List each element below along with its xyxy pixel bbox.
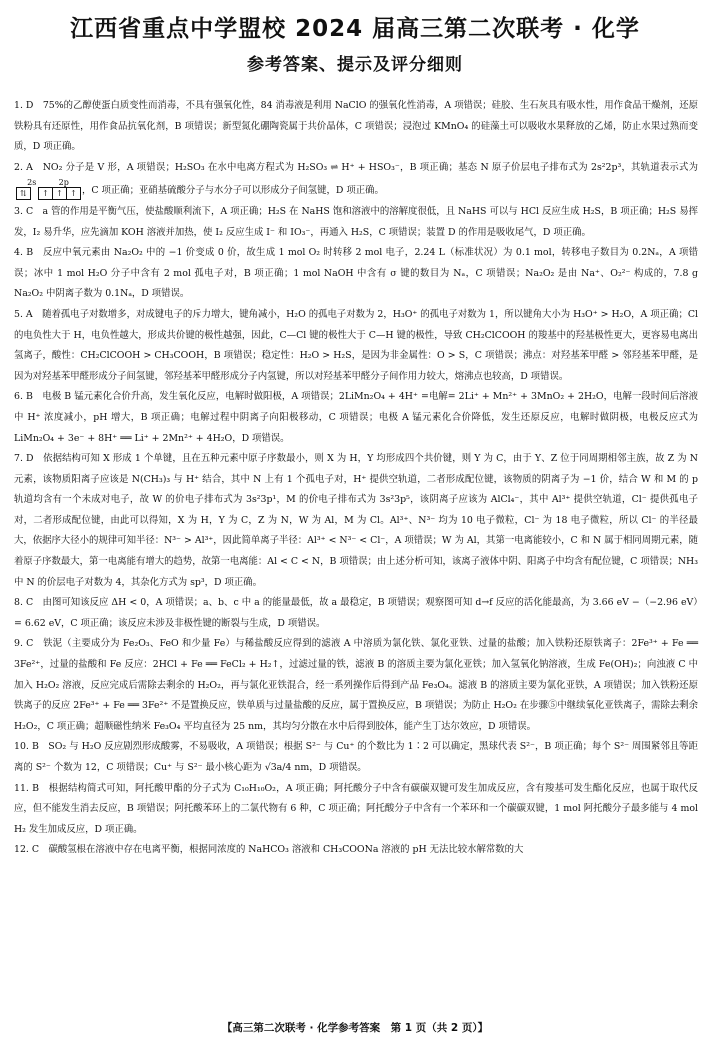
page-footer: 【高三第二次联考 · 化学参考答案 第 1 页（共 2 页）】	[221, 1022, 489, 1034]
answer-item-7: 7. D 依据结构可知 X 形成 1 个单键，且在五种元素中原子序数最小，则 X 为 H，Y 均形成四个共价键，则 Y 为 C，由于 Y、Z 位于同周期相邻主族，故 Z 为 N 元素，该物质阳离子应该是 N(CH₃)₃ 与 H⁺ 结合，其中 N 上有 1 个孤电子对，H⁺ 提供空轨道，二者形成配位键，该物质的阴离子为 −1 价，结合 W 和 M 的 p 轨道均含有一个未成对电子，故 W 的价电子排布式为 3s²3p¹，M 的价电子排布式为 3s²3p⁵，该阴离子应该为 AlCl₄⁻，其中 Al³⁺ 提供空轨道，Cl⁻ 提供孤电子对，二者形成配位键，由此可以得知，X 为 H，Y 为 C，Z 为 N，W 为 Al，M 为 Cl。Al³⁺、N³⁻ 均为 10 电子微粒，Cl⁻ 为 18 电子微粒，所以 Cl⁻ 的半径最大，依据序大径小的规律可知半径：N³⁻ > Al³⁺，因此简单离子半径：Al³⁺ < N³⁻ < Cl⁻，A 项错误；W 为 Al，其第一电离能较小，C 和 N 属于相同周期元素，随着原子序数最大，第一电离能有增大的趋势，故第一电离能：Al < C < N，B 项错误；由上述分析可知，该离子液体中阴、阳离子中均含有配位键，C 项错误；NH₃ 中 N 的价层电子对数为 4，其杂化方式为 sp³，D 项正确。	[14, 453, 698, 588]
page-title: 江西省重点中学盟校 2024 届高三第二次联考 · 化学	[70, 16, 640, 42]
answer-item-4: 4. B 反应中氧元素由 Na₂O₂ 中的 −1 价变成 0 价，故生成 1 mol O₂ 时转移 2 mol 电子，2.24 L（标准状况）为 0.1 mol，转移电子数目为 0.2Nₐ，A 项错误；冰中 1 mol H₂O 分子中含有 2 mol 孤电子对，B 项正确；1 mol NaOH 中含有 σ 键的数目为 Nₐ，C 项错误；Na₂O₂ 是由 Na⁺、O₂²⁻ 构成的，7.8 g Na₂O₂ 中阴离子数为 0.1Nₐ，D 项错误。	[14, 247, 698, 300]
answer-item-2-part-b: ，C 项正确；亚硝基硫酸分子与水分子可以形成分子间氢键，D 项正确。	[82, 185, 384, 197]
orbital-diagram	[16, 178, 80, 200]
answer-item-1: 1. D 75%的乙醇使蛋白质变性而消毒，不具有强氧化性，84 消毒液是利用 NaClO 的强氧化性消毒，A 项错误；硅胶、生石灰具有吸水性，用作食品干燥剂，还原铁粉具有还原性，用作食品抗氧化剂，B 项错误；新型氮化硼陶瓷属于共价晶体，C 项错误；浸泡过 KMnO₄ 的硅藻土可以吸收水果释放的乙烯，防止水果过熟而变质，D 项正确。	[14, 100, 698, 153]
answer-item-11: 11. B 根据结构简式可知，阿托酸甲酯的分子式为 C₁₀H₁₀O₂，A 项正确；阿托酸分子中含有碳碳双键可发生加成反应，含有羧基可发生酯化反应，也属于取代反应，但不能发生消去反应，B 项错误；阿托酸苯环上的二氯代物有 6 种，C 项正确；阿托酸分子中含有一个苯环和一个碳碳双键，1 mol 阿托酸分子最多能与 4 mol H₂ 发生加成反应，D 项正确。	[14, 782, 698, 835]
orbital-p-box-3: ↑	[66, 187, 81, 200]
answer-item-6: 6. B 电极 B 锰元素化合价升高，发生氧化反应，电解时做阳极，A 项错误；2LiMn₂O₄ + 4H⁺ =电解= 2Li⁺ + Mn²⁺ + 3MnO₂ + 2H₂O，电解一段时间后溶液中 H⁺ 浓度减小，pH 增大，B 项正确；电解过程中阴离子向阳极移动，C 项错误；电极 A 锰元素化合价降低，发生还原反应，电解时做阴极，电极反应式为 LiMn₂O₄ + 3e⁻ + 8H⁺ ══ Li⁺ + 2Mn²⁺ + 4H₂O，D 项错误。	[14, 391, 698, 444]
answer-item-3: 3. C a 管的作用是平衡气压，使盐酸顺利流下，A 项正确；H₂S 在 NaHS 饱和溶液中的溶解度很低，且 NaHS 可以与 HCl 反应生成 H₂S，B 项正确；H₂S 易挥发，I₂ 易升华，应先滴加 KOH 溶液并加热，使 I₂ 反应生成 I⁻ 和 IO₃⁻，再通入 H₂S，C 项错误；装置 D 的作用是吸收尾气，D 项正确。	[14, 205, 698, 238]
answer-item-2	[14, 158, 698, 202]
answer-item-10: 10. B SO₂ 与 H₂O 反应剧烈形成酸雾，不易吸收，A 项错误；根据 S²⁻ 与 Cu⁺ 的个数比为 1∶2 可以确定，黑球代表 S²⁻，B 项正确；每个 S²⁻ 周围紧邻且等距离的 S²⁻ 个数为 12，C 项错误；Cu⁺ 与 S²⁻ 最小核心距为 √3a/4 nm，D 项错误。	[14, 741, 698, 773]
orbital-p-box-2: ↑	[52, 187, 67, 200]
answer-item-8: 8. C 由图可知该反应 ΔH < 0，A 项错误；a、b、c 中 a 的能量最低，故 a 最稳定，B 项错误；观察图可知 d→f 反应的活化能最高，为 3.66 eV −（−2.96 eV）= 6.62 eV，C 项正确；该反应未涉及非极性键的断裂与生成，D 项错误。	[14, 597, 698, 629]
answer-item-5: 5. A 随着孤电子对数增多，对成键电子的斥力增大，键角减小，H₂O 的孤电子对数为 2，H₃O⁺ 的孤电子对数为 1，所以键角大小为 H₃O⁺ > H₂O，A 项正确；Cl 的电负性大于 H，电负性越大，形成共价键的极性越强，因此，C—Cl 键的极性大于 C—H 键的极性，导致 CH₂ClCOOH 的羧基中的羟基极性更大，更容易电离出氢离子，酸性：CH₂ClCOOH > CH₃COOH，B 项错误；稳定性：H₂O > H₂S，是因为非金属性：O > S，C 项错误；沸点：对羟基苯甲醛 > 邻羟基苯甲醛，是因为对羟基苯甲醛形成分子间氢键，邻羟基苯甲醛形成分子内氢键，所以对羟基苯甲醛分子间作用力较大，熔沸点也较高，D 项错误。	[14, 308, 698, 382]
answer-item-12: 12. C 碳酸氢根在溶液中存在电离平衡，根据同浓度的 NaHCO₃ 溶液和 CH₃COONa 溶液的 pH 无法比较水解常数的大	[14, 844, 524, 856]
orbital-s-box: ⇅	[16, 187, 31, 200]
orbital-s-label: 2s	[27, 178, 37, 188]
page-subtitle: 参考答案、提示及评分细则	[247, 55, 463, 75]
answer-list	[14, 96, 698, 861]
answer-item-9: 9. C 铁泥（主要成分为 Fe₂O₃、FeO 和少量 Fe）与稀盐酸反应得到的滤液 A 中溶质为氯化铁、氯化亚铁、过量的盐酸；加入铁粉还原铁离子：2Fe³⁺ + Fe ══ 3Fe²⁺，过量的盐酸和 Fe 反应：2HCl + Fe ══ FeCl₂ + H₂↑，过滤过量的铁，滤液 B 的溶质主要为氯化亚铁；加入氢氧化钠溶液，生成 Fe(OH)₂；向浊液 C 中加入 H₂O₂ 溶液，反应完成后需除去剩余的 H₂O₂，再与氯化亚铁混合，经一系列操作后得到产品 Fe₃O₄。滤液 B 的溶质主要为氯化亚铁，A 项错误；加入铁粉还原铁离子的反应 2Fe³⁺ + Fe ══ 3Fe²⁺ 不是置换反应，铁单质与过量盐酸的反应，属于置换反应，B 项错误；为防止 H₂O₂ 在步骤⑤中继续氧化亚铁离子，需除去剩余 H₂O₂，C 项正确；超顺磁性纳米 Fe₃O₄ 平均直径为 25 nm，其均匀分散在水中后得到胶体，能产生丁达尔效应，D 项错误。	[14, 638, 698, 732]
orbital-p-box-1: ↑	[38, 187, 53, 200]
orbital-p-label: 2p	[58, 178, 69, 188]
answer-item-2-part-a: 2. A NO₂ 分子是 V 形，A 项错误；H₂SO₃ 在水中电离方程式为 H₂SO₃ ⇌ H⁺ + HSO₃⁻，B 项正确；基态 N 原子价层电子排布式为 2s²2p³，其轨道表示式为	[14, 161, 698, 173]
